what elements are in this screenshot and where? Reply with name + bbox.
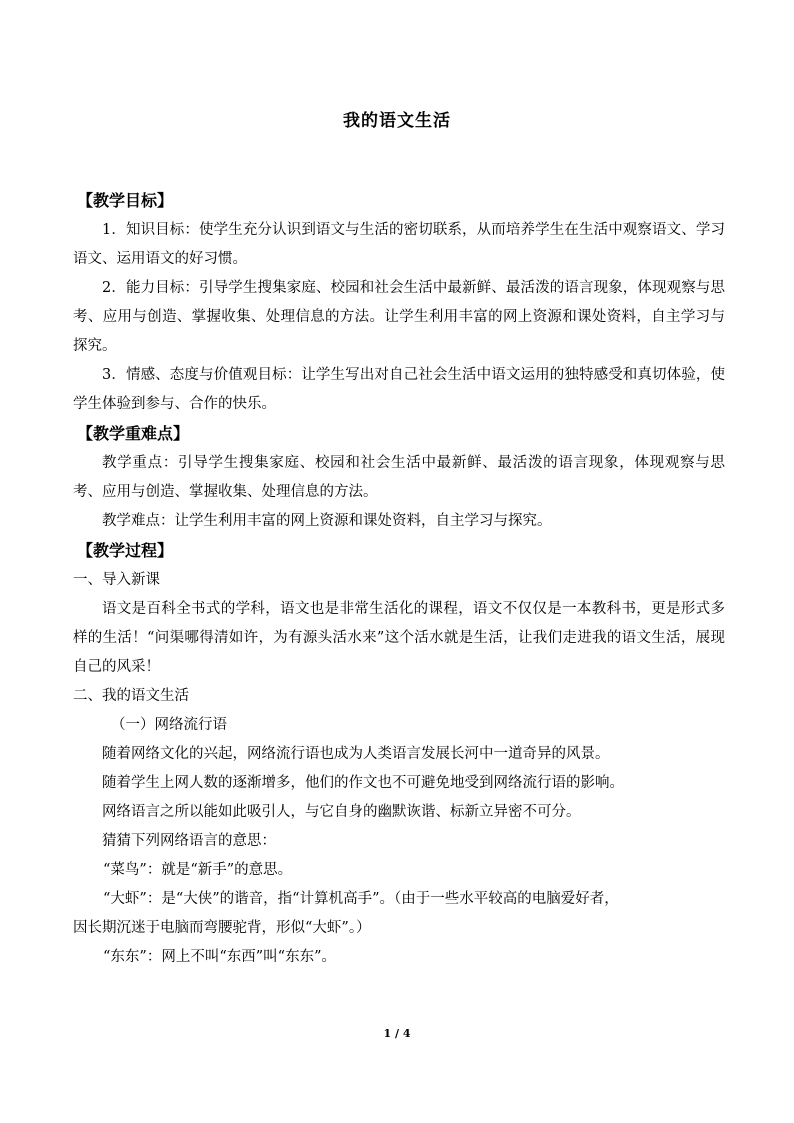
document-body xyxy=(73,186,725,972)
key-points-heading: 【教学重难点】 xyxy=(77,424,190,443)
step-2-heading: 二、我的语文生活 xyxy=(73,688,189,704)
document-title: 我的语文生活 xyxy=(343,111,451,131)
paragraph-4: 猜猜下列网络语言的意思： xyxy=(102,833,276,849)
difficult-point: 教学难点：让学生利用丰富的网上资源和课处资料，自主学习与探究。 xyxy=(102,513,552,529)
term-2-line-1: “大虾”：是“大侠”的谐音，指“计算机高手”。（由于一些水平较高的电脑爱好者， xyxy=(103,891,619,907)
key-point: 教学重点：引导学生搜集家庭、校园和社会生活中最新鲜、最活泼的语言现象，体现观察与思考、应用与创造、掌握收集、处理信息的方法。 xyxy=(73,455,725,500)
step-1-text: 语文是百科全书式的学科，语文也是非常生活化的课程，语文不仅仅是一本教科书，更是形式多样的生活！“问渠哪得清如许，为有源头活水来”这个活水就是生活，让我们走进我的语文生活，展现自己的风采！ xyxy=(73,601,725,675)
step-1-heading: 一、导入新课 xyxy=(73,572,160,588)
goals-heading: 【教学目标】 xyxy=(77,191,174,210)
sub-1-heading: （一）网络流行语 xyxy=(111,717,227,733)
page-number: 1 / 4 xyxy=(383,1027,411,1040)
term-3: “东东”：网上不叫“东西”叫“东东”。 xyxy=(103,949,336,965)
term-1: “菜鸟”：就是“新手”的意思。 xyxy=(103,862,293,878)
term-2-line-2: 因长期沉迷于电脑而弯腰驼背，形似“大虾”。） xyxy=(73,920,371,936)
paragraph-1: 随着网络文化的兴起，网络流行语也成为人类语言发展长河中一道奇异的风景。 xyxy=(102,746,610,762)
process-heading: 【教学过程】 xyxy=(77,541,174,560)
goal-3: 3．情感、态度与价值观目标：让学生写出对自己社会生活中语文运用的独特感受和真切体验，使学生体验到参与、合作的快乐。 xyxy=(73,367,725,412)
paragraph-3: 网络语言之所以能如此吸引人，与它自身的幽默诙谐、标新立异密不可分。 xyxy=(102,804,581,820)
paragraph-2: 随着学生上网人数的逐渐增多，他们的作文也不可避免地受到网络流行语的影响。 xyxy=(102,775,624,791)
goal-1: 1．知识目标：使学生充分认识到语文与生活的密切联系，从而培养学生在生活中观察语文、学习语文、运用语文的好习惯。 xyxy=(73,222,725,267)
goal-2: 2．能力目标：引导学生搜集家庭、校园和社会生活中最新鲜、最活泼的语言现象，体现观察与思考、应用与创造、掌握收集、处理信息的方法。让学生利用丰富的网上资源和课处资料，自主学习与探究。 xyxy=(73,280,725,354)
